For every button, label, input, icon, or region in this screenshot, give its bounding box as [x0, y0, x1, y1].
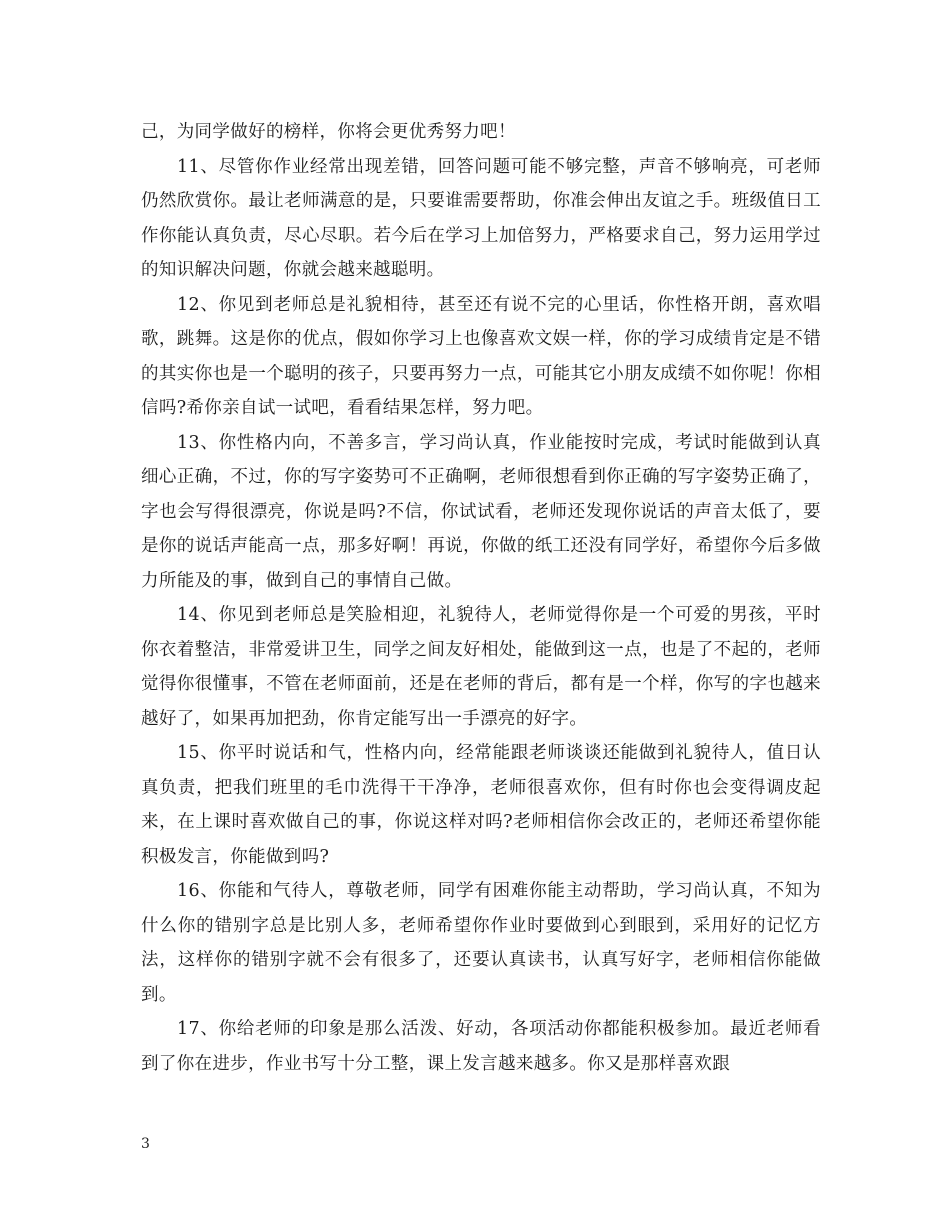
body-text	[141, 115, 821, 1081]
paragraph-item-11: 11、尽管你作业经常出现差错，回答问题可能不够完整，声音不够响亮，可老师仍然欣赏你。最让老师满意的是，只要谁需要帮助，你准会伸出友谊之手。班级值日工作你能认真负责，尽心尽职。若今后在学习上加倍努力，严格要求自己，努力运用学过的知识解决问题，你就会越来越聪明。	[141, 156, 821, 280]
paragraph-item-14: 14、你见到老师总是笑脸相迎，礼貌待人，老师觉得你是一个可爱的男孩，平时你衣着整洁，非常爱讲卫生，同学之间友好相处，能做到这一点，也是了不起的，老师觉得你很懂事，不管在老师面前，还是在老师的背后，都有是一个样，你写的字也越来越好了，如果再加把劲，你肯定能写出一手漂亮的好字。	[141, 605, 821, 729]
paragraph-continuation: 己，为同学做好的榜样，你将会更优秀努力吧！	[141, 122, 516, 142]
paragraph-item-15: 15、你平时说话和气，性格内向，经常能跟老师谈谈还能做到礼貌待人，值日认真负责，把我们班里的毛巾洗得干干净净，老师很喜欢你，但有时你也会变得调皮起来，在上课时喜欢做自己的事，你说这样对吗?老师相信你会改正的，老师还希望你能积极发言，你能做到吗?	[141, 743, 821, 867]
page-number: 3	[141, 1136, 150, 1152]
paragraph-item-13: 13、你性格内向，不善多言，学习尚认真，作业能按时完成，考试时能做到认真细心正确，不过，你的写字姿势可不正确啊，老师很想看到你正确的写字姿势正确了，字也会写得很漂亮，你说是吗?不信，你试试看，老师还发现你说话的声音太低了，要是你的说话声能高一点，那多好啊！再说，你做的纸工还没有同学好，希望你今后多做力所能及的事，做到自己的事情自己做。	[141, 432, 821, 591]
paragraph-item-17: 17、你给老师的印象是那么活泼、好动，各项活动你都能积极参加。最近老师看到了你在进步，作业书写十分工整，课上发言越来越多。你又是那样喜欢跟	[141, 1019, 821, 1074]
paragraph-item-12: 12、你见到老师总是礼貌相待，甚至还有说不完的心里话，你性格开朗，喜欢唱歌，跳舞。这是你的优点，假如你学习上也像喜欢文娱一样，你的学习成绩肯定是不错的其实你也是一个聪明的孩子，只要再努力一点，可能其它小朋友成绩不如你呢！你相信吗?希你亲自试一试吧，看看结果怎样，努力吧。	[141, 294, 821, 418]
paragraph-item-16: 16、你能和气待人，尊敬老师，同学有困难你能主动帮助，学习尚认真，不知为什么你的错别字总是比别人多，老师希望你作业时要做到心到眼到，采用好的记忆方法，这样你的错别字就不会有很多了，还要认真读书，认真写好字，老师相信你能做到。	[141, 881, 821, 1005]
